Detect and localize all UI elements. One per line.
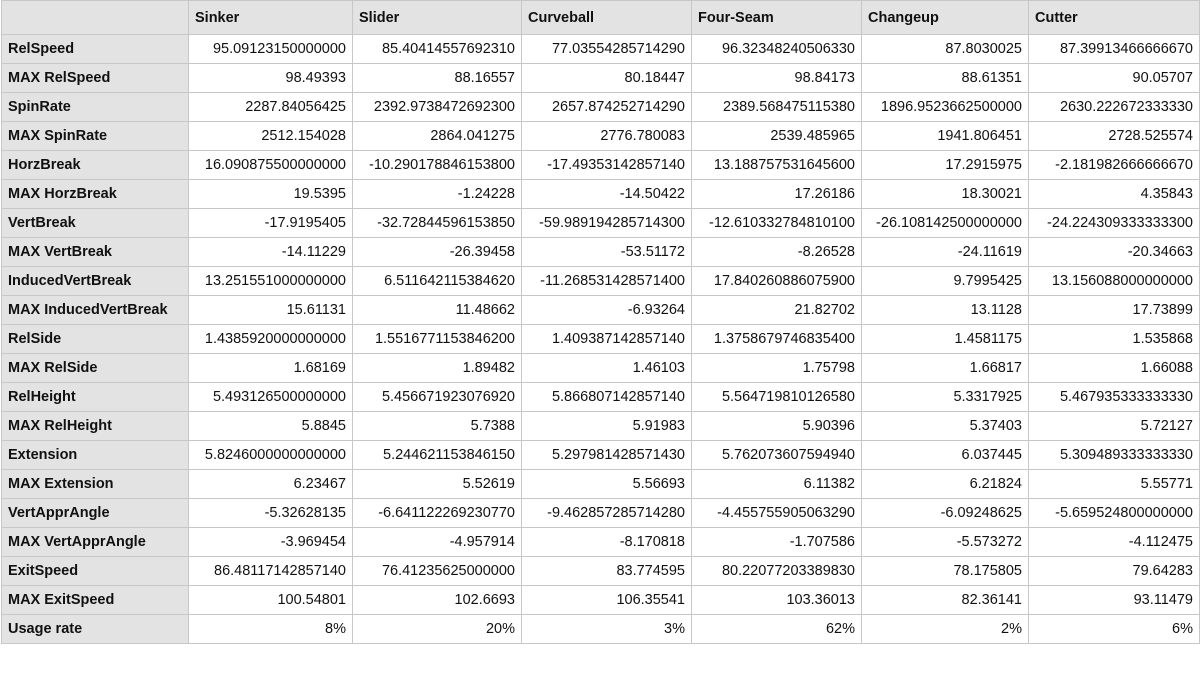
- table-row: [2, 557, 1200, 586]
- table-row: [2, 499, 1200, 528]
- data-cell[interactable]: 88.61351: [862, 64, 1029, 93]
- table-row: [2, 180, 1200, 209]
- data-cell[interactable]: 1.5516771153846200: [353, 325, 522, 354]
- header-row: [2, 1, 1200, 35]
- data-cell[interactable]: -6.93264: [522, 296, 692, 325]
- data-cell[interactable]: 6%: [1029, 615, 1200, 644]
- row-header-cell[interactable]: MAX VertBreak: [2, 238, 189, 267]
- data-cell[interactable]: 2389.568475115380: [692, 93, 862, 122]
- data-cell[interactable]: 18.30021: [862, 180, 1029, 209]
- data-cell[interactable]: 1.66088: [1029, 354, 1200, 383]
- data-cell[interactable]: 1.3758679746835400: [692, 325, 862, 354]
- data-cell[interactable]: 5.244621153846150: [353, 441, 522, 470]
- table-row: [2, 122, 1200, 151]
- data-cell[interactable]: 82.36141: [862, 586, 1029, 615]
- data-cell[interactable]: 21.82702: [692, 296, 862, 325]
- row-header-cell[interactable]: VertApprAngle: [2, 499, 189, 528]
- data-cell[interactable]: -9.462857285714280: [522, 499, 692, 528]
- data-cell[interactable]: 17.73899: [1029, 296, 1200, 325]
- data-cell[interactable]: -8.26528: [692, 238, 862, 267]
- data-cell[interactable]: 17.26186: [692, 180, 862, 209]
- data-cell[interactable]: -3.969454: [189, 528, 353, 557]
- data-cell[interactable]: 98.49393: [189, 64, 353, 93]
- data-cell[interactable]: 5.493126500000000: [189, 383, 353, 412]
- row-header-cell[interactable]: MAX SpinRate: [2, 122, 189, 151]
- data-cell[interactable]: 5.90396: [692, 412, 862, 441]
- data-cell[interactable]: 6.23467: [189, 470, 353, 499]
- data-cell[interactable]: 2287.84056425: [189, 93, 353, 122]
- table-row: [2, 354, 1200, 383]
- data-cell[interactable]: -24.11619: [862, 238, 1029, 267]
- data-cell[interactable]: 4.35843: [1029, 180, 1200, 209]
- data-cell[interactable]: 5.866807142857140: [522, 383, 692, 412]
- table-row: [2, 64, 1200, 93]
- row-header-cell[interactable]: MAX VertApprAngle: [2, 528, 189, 557]
- table-row: [2, 412, 1200, 441]
- data-cell[interactable]: 80.18447: [522, 64, 692, 93]
- data-cell[interactable]: 5.456671923076920: [353, 383, 522, 412]
- data-cell[interactable]: 5.309489333333330: [1029, 441, 1200, 470]
- column-header-slider[interactable]: Slider: [353, 1, 522, 35]
- data-cell[interactable]: -5.573272: [862, 528, 1029, 557]
- data-cell[interactable]: 78.175805: [862, 557, 1029, 586]
- data-cell[interactable]: 5.762073607594940: [692, 441, 862, 470]
- data-cell[interactable]: 83.774595: [522, 557, 692, 586]
- data-cell[interactable]: 19.5395: [189, 180, 353, 209]
- data-cell[interactable]: -11.268531428571400: [522, 267, 692, 296]
- data-cell[interactable]: -10.290178846153800: [353, 151, 522, 180]
- data-cell[interactable]: 2728.525574: [1029, 122, 1200, 151]
- data-cell[interactable]: 5.564719810126580: [692, 383, 862, 412]
- row-header-cell[interactable]: ExitSpeed: [2, 557, 189, 586]
- row-header-cell[interactable]: MAX RelHeight: [2, 412, 189, 441]
- table-row: [2, 296, 1200, 325]
- data-cell[interactable]: 9.7995425: [862, 267, 1029, 296]
- data-cell[interactable]: -5.32628135: [189, 499, 353, 528]
- data-cell[interactable]: -4.957914: [353, 528, 522, 557]
- data-cell[interactable]: -20.34663: [1029, 238, 1200, 267]
- data-cell[interactable]: 8%: [189, 615, 353, 644]
- data-cell[interactable]: 2657.874252714290: [522, 93, 692, 122]
- table-row: [2, 209, 1200, 238]
- data-cell[interactable]: 85.40414557692310: [353, 35, 522, 64]
- data-cell[interactable]: 1941.806451: [862, 122, 1029, 151]
- column-header-changeup[interactable]: Changeup: [862, 1, 1029, 35]
- data-cell[interactable]: 88.16557: [353, 64, 522, 93]
- data-cell[interactable]: 15.61131: [189, 296, 353, 325]
- data-cell[interactable]: 93.11479: [1029, 586, 1200, 615]
- corner-header-cell[interactable]: [2, 1, 189, 35]
- data-cell[interactable]: 102.6693: [353, 586, 522, 615]
- data-cell[interactable]: -24.224309333333300: [1029, 209, 1200, 238]
- data-cell[interactable]: -32.72844596153850: [353, 209, 522, 238]
- data-cell[interactable]: 5.3317925: [862, 383, 1029, 412]
- data-cell[interactable]: -6.09248625: [862, 499, 1029, 528]
- data-cell[interactable]: 1.4385920000000000: [189, 325, 353, 354]
- column-header-four-seam[interactable]: Four-Seam: [692, 1, 862, 35]
- table-row: [2, 528, 1200, 557]
- data-cell[interactable]: 1.68169: [189, 354, 353, 383]
- data-cell[interactable]: -6.641122269230770: [353, 499, 522, 528]
- data-cell[interactable]: -14.11229: [189, 238, 353, 267]
- data-cell[interactable]: 17.2915975: [862, 151, 1029, 180]
- data-cell[interactable]: 20%: [353, 615, 522, 644]
- data-cell[interactable]: 5.91983: [522, 412, 692, 441]
- data-cell[interactable]: 79.64283: [1029, 557, 1200, 586]
- data-cell[interactable]: 1.409387142857140: [522, 325, 692, 354]
- data-cell[interactable]: 2%: [862, 615, 1029, 644]
- data-cell[interactable]: -53.51172: [522, 238, 692, 267]
- row-header-cell[interactable]: HorzBreak: [2, 151, 189, 180]
- row-header-cell[interactable]: MAX HorzBreak: [2, 180, 189, 209]
- data-cell[interactable]: -12.610332784810100: [692, 209, 862, 238]
- data-cell[interactable]: 17.840260886075900: [692, 267, 862, 296]
- data-cell[interactable]: 2512.154028: [189, 122, 353, 151]
- data-cell[interactable]: 1.535868: [1029, 325, 1200, 354]
- table-row: [2, 238, 1200, 267]
- table-row: [2, 93, 1200, 122]
- data-cell[interactable]: 100.54801: [189, 586, 353, 615]
- data-cell[interactable]: 106.35541: [522, 586, 692, 615]
- data-cell[interactable]: -26.108142500000000: [862, 209, 1029, 238]
- table-row: [2, 325, 1200, 354]
- data-cell[interactable]: 1.66817: [862, 354, 1029, 383]
- table-row: [2, 383, 1200, 412]
- row-header-cell[interactable]: RelHeight: [2, 383, 189, 412]
- data-cell[interactable]: 90.05707: [1029, 64, 1200, 93]
- pitch-metrics-table: [1, 0, 1200, 644]
- data-cell[interactable]: 11.48662: [353, 296, 522, 325]
- data-cell[interactable]: 2539.485965: [692, 122, 862, 151]
- row-header-cell[interactable]: Extension: [2, 441, 189, 470]
- data-cell[interactable]: 3%: [522, 615, 692, 644]
- data-cell[interactable]: 96.32348240506330: [692, 35, 862, 64]
- data-cell[interactable]: 13.156088000000000: [1029, 267, 1200, 296]
- data-cell[interactable]: -1.707586: [692, 528, 862, 557]
- column-header-cutter[interactable]: Cutter: [1029, 1, 1200, 35]
- table-row: [2, 151, 1200, 180]
- row-header-cell[interactable]: RelSpeed: [2, 35, 189, 64]
- table-row: [2, 470, 1200, 499]
- data-cell[interactable]: -17.9195405: [189, 209, 353, 238]
- table-row: [2, 35, 1200, 64]
- data-cell[interactable]: -17.49353142857140: [522, 151, 692, 180]
- data-cell[interactable]: -2.181982666666670: [1029, 151, 1200, 180]
- table-header: [2, 1, 1200, 35]
- table-row: [2, 441, 1200, 470]
- row-header-cell[interactable]: MAX ExitSpeed: [2, 586, 189, 615]
- data-cell[interactable]: 6.11382: [692, 470, 862, 499]
- data-cell[interactable]: 6.511642115384620: [353, 267, 522, 296]
- data-cell[interactable]: 5.7388: [353, 412, 522, 441]
- data-cell[interactable]: 86.48117142857140: [189, 557, 353, 586]
- row-header-cell[interactable]: MAX Extension: [2, 470, 189, 499]
- data-cell[interactable]: 1.75798: [692, 354, 862, 383]
- data-cell[interactable]: -5.659524800000000: [1029, 499, 1200, 528]
- data-cell[interactable]: 76.41235625000000: [353, 557, 522, 586]
- data-cell[interactable]: 80.22077203389830: [692, 557, 862, 586]
- data-cell[interactable]: 5.52619: [353, 470, 522, 499]
- row-header-cell[interactable]: RelSide: [2, 325, 189, 354]
- data-cell[interactable]: 5.297981428571430: [522, 441, 692, 470]
- table-row: [2, 615, 1200, 644]
- data-cell[interactable]: 87.39913466666670: [1029, 35, 1200, 64]
- row-header-cell[interactable]: VertBreak: [2, 209, 189, 238]
- data-cell[interactable]: 5.37403: [862, 412, 1029, 441]
- data-cell[interactable]: 2776.780083: [522, 122, 692, 151]
- data-cell[interactable]: 2392.9738472692300: [353, 93, 522, 122]
- data-cell[interactable]: -1.24228: [353, 180, 522, 209]
- column-header-sinker[interactable]: Sinker: [189, 1, 353, 35]
- data-cell[interactable]: 5.55771: [1029, 470, 1200, 499]
- column-header-curveball[interactable]: Curveball: [522, 1, 692, 35]
- data-cell[interactable]: 2864.041275: [353, 122, 522, 151]
- data-cell[interactable]: 1.89482: [353, 354, 522, 383]
- data-cell[interactable]: 98.84173: [692, 64, 862, 93]
- data-cell[interactable]: 87.8030025: [862, 35, 1029, 64]
- row-header-cell[interactable]: MAX InducedVertBreak: [2, 296, 189, 325]
- data-cell[interactable]: 1.4581175: [862, 325, 1029, 354]
- data-cell[interactable]: 62%: [692, 615, 862, 644]
- data-cell[interactable]: -4.455755905063290: [692, 499, 862, 528]
- data-cell[interactable]: 5.8845: [189, 412, 353, 441]
- data-cell[interactable]: 5.72127: [1029, 412, 1200, 441]
- data-cell[interactable]: 13.251551000000000: [189, 267, 353, 296]
- data-cell[interactable]: 16.090875500000000: [189, 151, 353, 180]
- row-header-cell[interactable]: InducedVertBreak: [2, 267, 189, 296]
- row-header-cell[interactable]: SpinRate: [2, 93, 189, 122]
- data-cell[interactable]: 13.188757531645600: [692, 151, 862, 180]
- row-header-cell[interactable]: MAX RelSide: [2, 354, 189, 383]
- row-header-cell[interactable]: MAX RelSpeed: [2, 64, 189, 93]
- data-cell[interactable]: 95.09123150000000: [189, 35, 353, 64]
- data-cell[interactable]: -26.39458: [353, 238, 522, 267]
- data-cell[interactable]: 1.46103: [522, 354, 692, 383]
- table-row: [2, 586, 1200, 615]
- data-cell[interactable]: 2630.222672333330: [1029, 93, 1200, 122]
- data-cell[interactable]: -59.989194285714300: [522, 209, 692, 238]
- data-cell[interactable]: -14.50422: [522, 180, 692, 209]
- data-cell[interactable]: 5.8246000000000000: [189, 441, 353, 470]
- data-cell[interactable]: 6.21824: [862, 470, 1029, 499]
- data-cell[interactable]: 103.36013: [692, 586, 862, 615]
- data-cell[interactable]: 6.037445: [862, 441, 1029, 470]
- data-cell[interactable]: 13.1128: [862, 296, 1029, 325]
- data-cell[interactable]: 1896.9523662500000: [862, 93, 1029, 122]
- data-cell[interactable]: 77.03554285714290: [522, 35, 692, 64]
- row-header-cell[interactable]: Usage rate: [2, 615, 189, 644]
- data-cell[interactable]: 5.467935333333330: [1029, 383, 1200, 412]
- data-cell[interactable]: -4.112475: [1029, 528, 1200, 557]
- table-row: [2, 267, 1200, 296]
- data-cell[interactable]: -8.170818: [522, 528, 692, 557]
- table-body: [2, 35, 1200, 644]
- data-cell[interactable]: 5.56693: [522, 470, 692, 499]
